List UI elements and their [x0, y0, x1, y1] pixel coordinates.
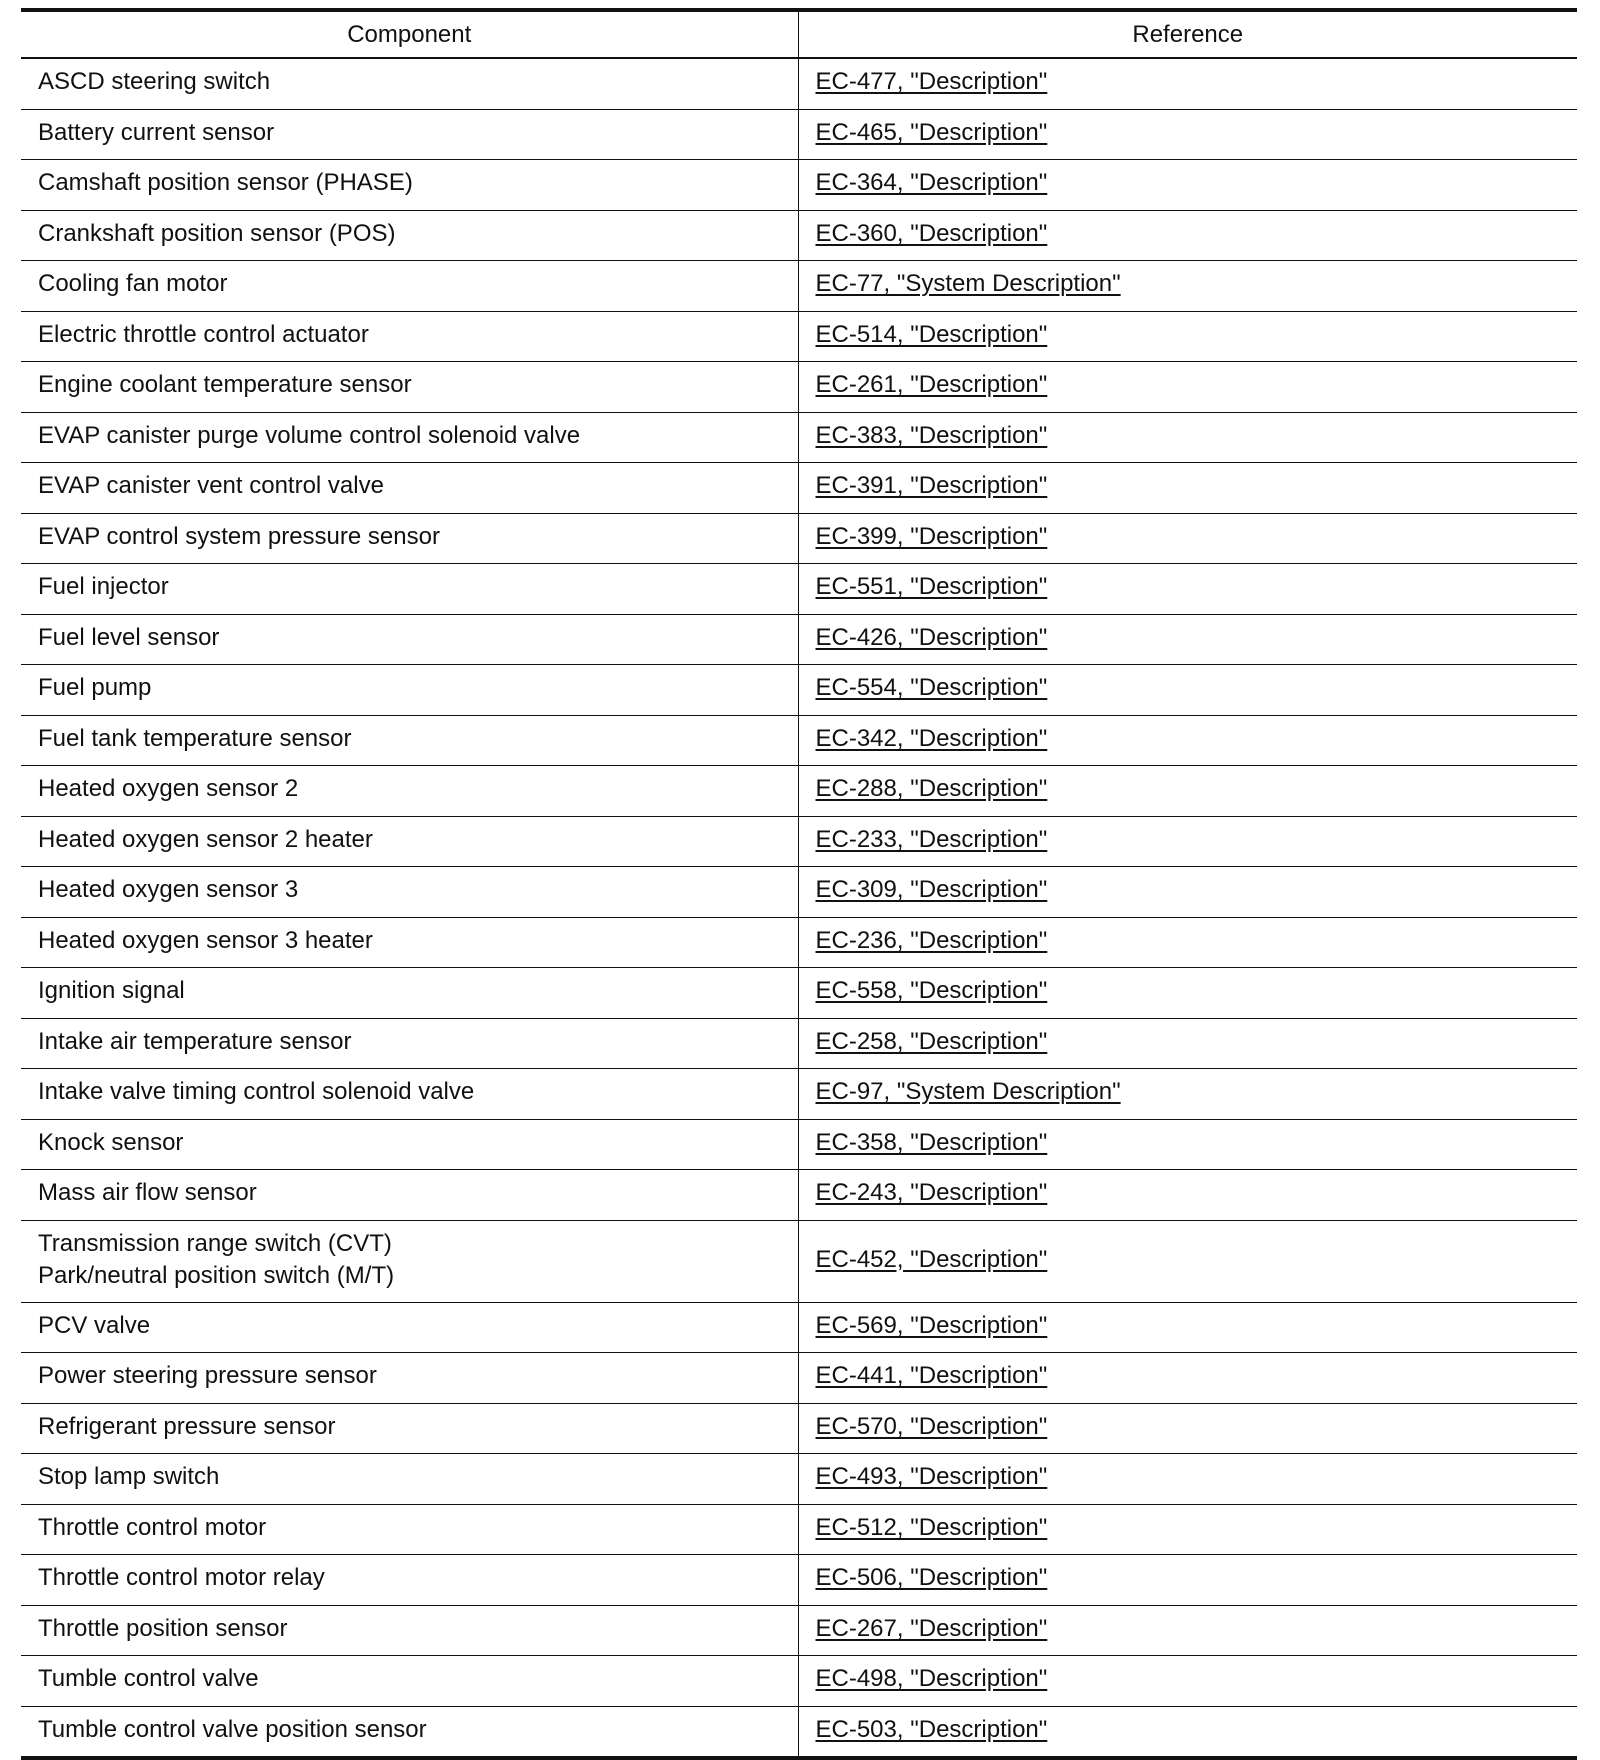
- component-cell: [21, 1302, 798, 1353]
- reference-link[interactable]: EC-236, "Description": [815, 926, 1048, 954]
- component-name: Mass air flow sensor: [38, 1179, 257, 1207]
- reference-cell: [798, 816, 1577, 867]
- component-name: Engine coolant temperature sensor: [38, 371, 412, 399]
- reference-cell: [798, 614, 1577, 665]
- component-name: Fuel level sensor: [38, 623, 220, 651]
- component-cell: [21, 1605, 798, 1656]
- table-body: [21, 58, 1577, 1758]
- component-cell: [21, 816, 798, 867]
- table-row: [21, 917, 1577, 968]
- reference-link[interactable]: EC-233, "Description": [815, 825, 1048, 853]
- table-row: [21, 463, 1577, 514]
- reference-link[interactable]: EC-77, "System Description": [815, 270, 1121, 298]
- reference-cell: [798, 1605, 1577, 1656]
- component-cell: [21, 311, 798, 362]
- component-column-header: Component: [21, 10, 798, 58]
- table-row: [21, 564, 1577, 615]
- component-cell: [21, 1454, 798, 1505]
- component-cell: [21, 362, 798, 413]
- reference-cell: [798, 261, 1577, 312]
- component-cell: [21, 463, 798, 514]
- component-name: Power steering pressure sensor: [38, 1362, 377, 1390]
- component-name: Fuel injector: [38, 573, 169, 601]
- reference-link[interactable]: EC-261, "Description": [815, 371, 1048, 399]
- reference-link[interactable]: EC-514, "Description": [815, 320, 1048, 348]
- table-row: [21, 867, 1577, 918]
- component-cell: [21, 513, 798, 564]
- reference-cell: [798, 1353, 1577, 1404]
- component-cell: [21, 665, 798, 716]
- reference-link[interactable]: EC-364, "Description": [815, 169, 1048, 197]
- component-cell: [21, 412, 798, 463]
- reference-link[interactable]: EC-267, "Description": [815, 1614, 1048, 1642]
- reference-cell: [798, 917, 1577, 968]
- reference-link[interactable]: EC-512, "Description": [815, 1513, 1048, 1541]
- component-cell: [21, 261, 798, 312]
- table-row: [21, 513, 1577, 564]
- component-name: Intake air temperature sensor: [38, 1027, 352, 1055]
- component-name: Tumble control valve: [38, 1665, 259, 1693]
- component-name: Electric throttle control actuator: [38, 320, 369, 348]
- reference-link[interactable]: EC-570, "Description": [815, 1412, 1048, 1440]
- table-row: [21, 766, 1577, 817]
- component-cell: [21, 1220, 798, 1302]
- reference-link[interactable]: EC-258, "Description": [815, 1027, 1048, 1055]
- component-cell: [21, 564, 798, 615]
- table-row: [21, 311, 1577, 362]
- component-name: Crankshaft position sensor (POS): [38, 219, 396, 247]
- component-name-line2: Park/neutral position switch (M/T): [38, 1261, 395, 1289]
- component-cell: [21, 766, 798, 817]
- table-row: [21, 1555, 1577, 1606]
- component-name: EVAP canister vent control valve: [38, 472, 384, 500]
- reference-cell: [798, 715, 1577, 766]
- reference-link[interactable]: EC-503, "Description": [815, 1715, 1048, 1743]
- reference-cell: [798, 564, 1577, 615]
- component-cell: [21, 1119, 798, 1170]
- table-row: [21, 261, 1577, 312]
- component-name: Heated oxygen sensor 3 heater: [38, 926, 373, 954]
- component-name: Throttle control motor: [38, 1513, 267, 1541]
- reference-cell: [798, 160, 1577, 211]
- reference-link[interactable]: EC-309, "Description": [815, 876, 1048, 904]
- component-name: Throttle position sensor: [38, 1614, 288, 1642]
- table-row: [21, 1706, 1577, 1758]
- component-cell: [21, 1706, 798, 1758]
- component-cell: [21, 1555, 798, 1606]
- table-row: [21, 1170, 1577, 1221]
- reference-link[interactable]: EC-391, "Description": [815, 472, 1048, 500]
- reference-cell: [798, 1018, 1577, 1069]
- reference-cell: [798, 1069, 1577, 1120]
- reference-cell: [798, 58, 1577, 109]
- table-row: [21, 1454, 1577, 1505]
- reference-link[interactable]: EC-493, "Description": [815, 1463, 1048, 1491]
- component-cell: [21, 1018, 798, 1069]
- reference-link[interactable]: EC-97, "System Description": [815, 1078, 1121, 1106]
- reference-link[interactable]: EC-342, "Description": [815, 724, 1048, 752]
- table-row: [21, 1018, 1577, 1069]
- reference-cell: [798, 109, 1577, 160]
- component-name: Heated oxygen sensor 2: [38, 775, 299, 803]
- reference-link[interactable]: EC-243, "Description": [815, 1179, 1048, 1207]
- reference-cell: [798, 968, 1577, 1019]
- reference-link[interactable]: EC-452, "Description": [815, 1245, 1048, 1273]
- component-cell: [21, 1170, 798, 1221]
- table-row: [21, 968, 1577, 1019]
- reference-cell: [798, 766, 1577, 817]
- table-row: [21, 58, 1577, 109]
- component-cell: [21, 160, 798, 211]
- table-row: [21, 412, 1577, 463]
- component-name: Stop lamp switch: [38, 1463, 220, 1491]
- component-name: EVAP canister purge volume control solenoid valve: [38, 421, 581, 449]
- component-cell: [21, 109, 798, 160]
- reference-cell: [798, 867, 1577, 918]
- component-cell: [21, 1353, 798, 1404]
- header-row: [21, 10, 1577, 58]
- table-row: [21, 362, 1577, 413]
- reference-link[interactable]: EC-554, "Description": [815, 674, 1048, 702]
- component-name: Fuel pump: [38, 674, 152, 702]
- reference-link[interactable]: EC-551, "Description": [815, 573, 1048, 601]
- reference-cell: [798, 362, 1577, 413]
- table-row: [21, 1403, 1577, 1454]
- reference-cell: [798, 513, 1577, 564]
- component-name: PCV valve: [38, 1311, 151, 1339]
- reference-cell: [798, 665, 1577, 716]
- component-cell: [21, 614, 798, 665]
- component-name: Transmission range switch (CVT): [38, 1229, 392, 1257]
- reference-cell: [798, 1504, 1577, 1555]
- component-cell: [21, 1504, 798, 1555]
- reference-link[interactable]: EC-358, "Description": [815, 1128, 1048, 1156]
- reference-cell: [798, 1170, 1577, 1221]
- component-name: Ignition signal: [38, 977, 185, 1005]
- component-name: Tumble control valve position sensor: [38, 1715, 427, 1743]
- component-name: Knock sensor: [38, 1128, 184, 1156]
- component-cell: [21, 1403, 798, 1454]
- table-row: [21, 160, 1577, 211]
- reference-cell: [798, 1656, 1577, 1707]
- reference-link[interactable]: EC-498, "Description": [815, 1665, 1048, 1693]
- reference-link[interactable]: EC-465, "Description": [815, 118, 1048, 146]
- component-name: Fuel tank temperature sensor: [38, 724, 352, 752]
- component-cell: [21, 917, 798, 968]
- reference-cell: [798, 1555, 1577, 1606]
- component-name: Cooling fan motor: [38, 270, 228, 298]
- reference-link[interactable]: EC-383, "Description": [815, 421, 1048, 449]
- table-row: [21, 816, 1577, 867]
- component-name: ASCD steering switch: [38, 68, 271, 96]
- component-name: Battery current sensor: [38, 118, 275, 146]
- component-name: EVAP control system pressure sensor: [38, 522, 440, 550]
- table-row: [21, 1069, 1577, 1120]
- component-name: Refrigerant pressure sensor: [38, 1412, 336, 1440]
- reference-column-header: Reference: [798, 10, 1577, 58]
- reference-cell: [798, 463, 1577, 514]
- reference-link[interactable]: EC-288, "Description": [815, 775, 1048, 803]
- component-cell: [21, 867, 798, 918]
- component-name: Camshaft position sensor (PHASE): [38, 169, 413, 197]
- table-row: [21, 614, 1577, 665]
- component-cell: [21, 58, 798, 109]
- reference-cell: [798, 311, 1577, 362]
- table-row: [21, 665, 1577, 716]
- component-cell: [21, 715, 798, 766]
- reference-cell: [798, 1706, 1577, 1758]
- table-row: [21, 1605, 1577, 1656]
- reference-link[interactable]: EC-360, "Description": [815, 219, 1048, 247]
- reference-cell: [798, 210, 1577, 261]
- table-row: [21, 1220, 1577, 1302]
- component-cell: [21, 210, 798, 261]
- component-name: Heated oxygen sensor 2 heater: [38, 825, 373, 853]
- reference-link[interactable]: EC-506, "Description": [815, 1564, 1048, 1592]
- reference-cell: [798, 412, 1577, 463]
- component-name: Heated oxygen sensor 3: [38, 876, 299, 904]
- table-row: [21, 715, 1577, 766]
- reference-link[interactable]: EC-477, "Description": [815, 68, 1048, 96]
- reference-link[interactable]: EC-441, "Description": [815, 1362, 1048, 1390]
- reference-cell: [798, 1119, 1577, 1170]
- reference-link[interactable]: EC-558, "Description": [815, 977, 1048, 1005]
- table-row: [21, 109, 1577, 160]
- reference-link[interactable]: EC-569, "Description": [815, 1311, 1048, 1339]
- component-cell: [21, 1656, 798, 1707]
- reference-link[interactable]: EC-399, "Description": [815, 522, 1048, 550]
- component-cell: [21, 1069, 798, 1120]
- reference-cell: [798, 1454, 1577, 1505]
- table-row: [21, 1302, 1577, 1353]
- reference-cell: [798, 1302, 1577, 1353]
- reference-table: [21, 8, 1577, 1760]
- reference-link[interactable]: EC-426, "Description": [815, 623, 1048, 651]
- component-name: Intake valve timing control solenoid valve: [38, 1078, 475, 1106]
- table-row: [21, 1353, 1577, 1404]
- table-row: [21, 210, 1577, 261]
- component-cell: [21, 968, 798, 1019]
- reference-cell: [798, 1220, 1577, 1302]
- component-name: Throttle control motor relay: [38, 1564, 325, 1592]
- reference-cell: [798, 1403, 1577, 1454]
- table-row: [21, 1504, 1577, 1555]
- table-row: [21, 1119, 1577, 1170]
- table-row: [21, 1656, 1577, 1707]
